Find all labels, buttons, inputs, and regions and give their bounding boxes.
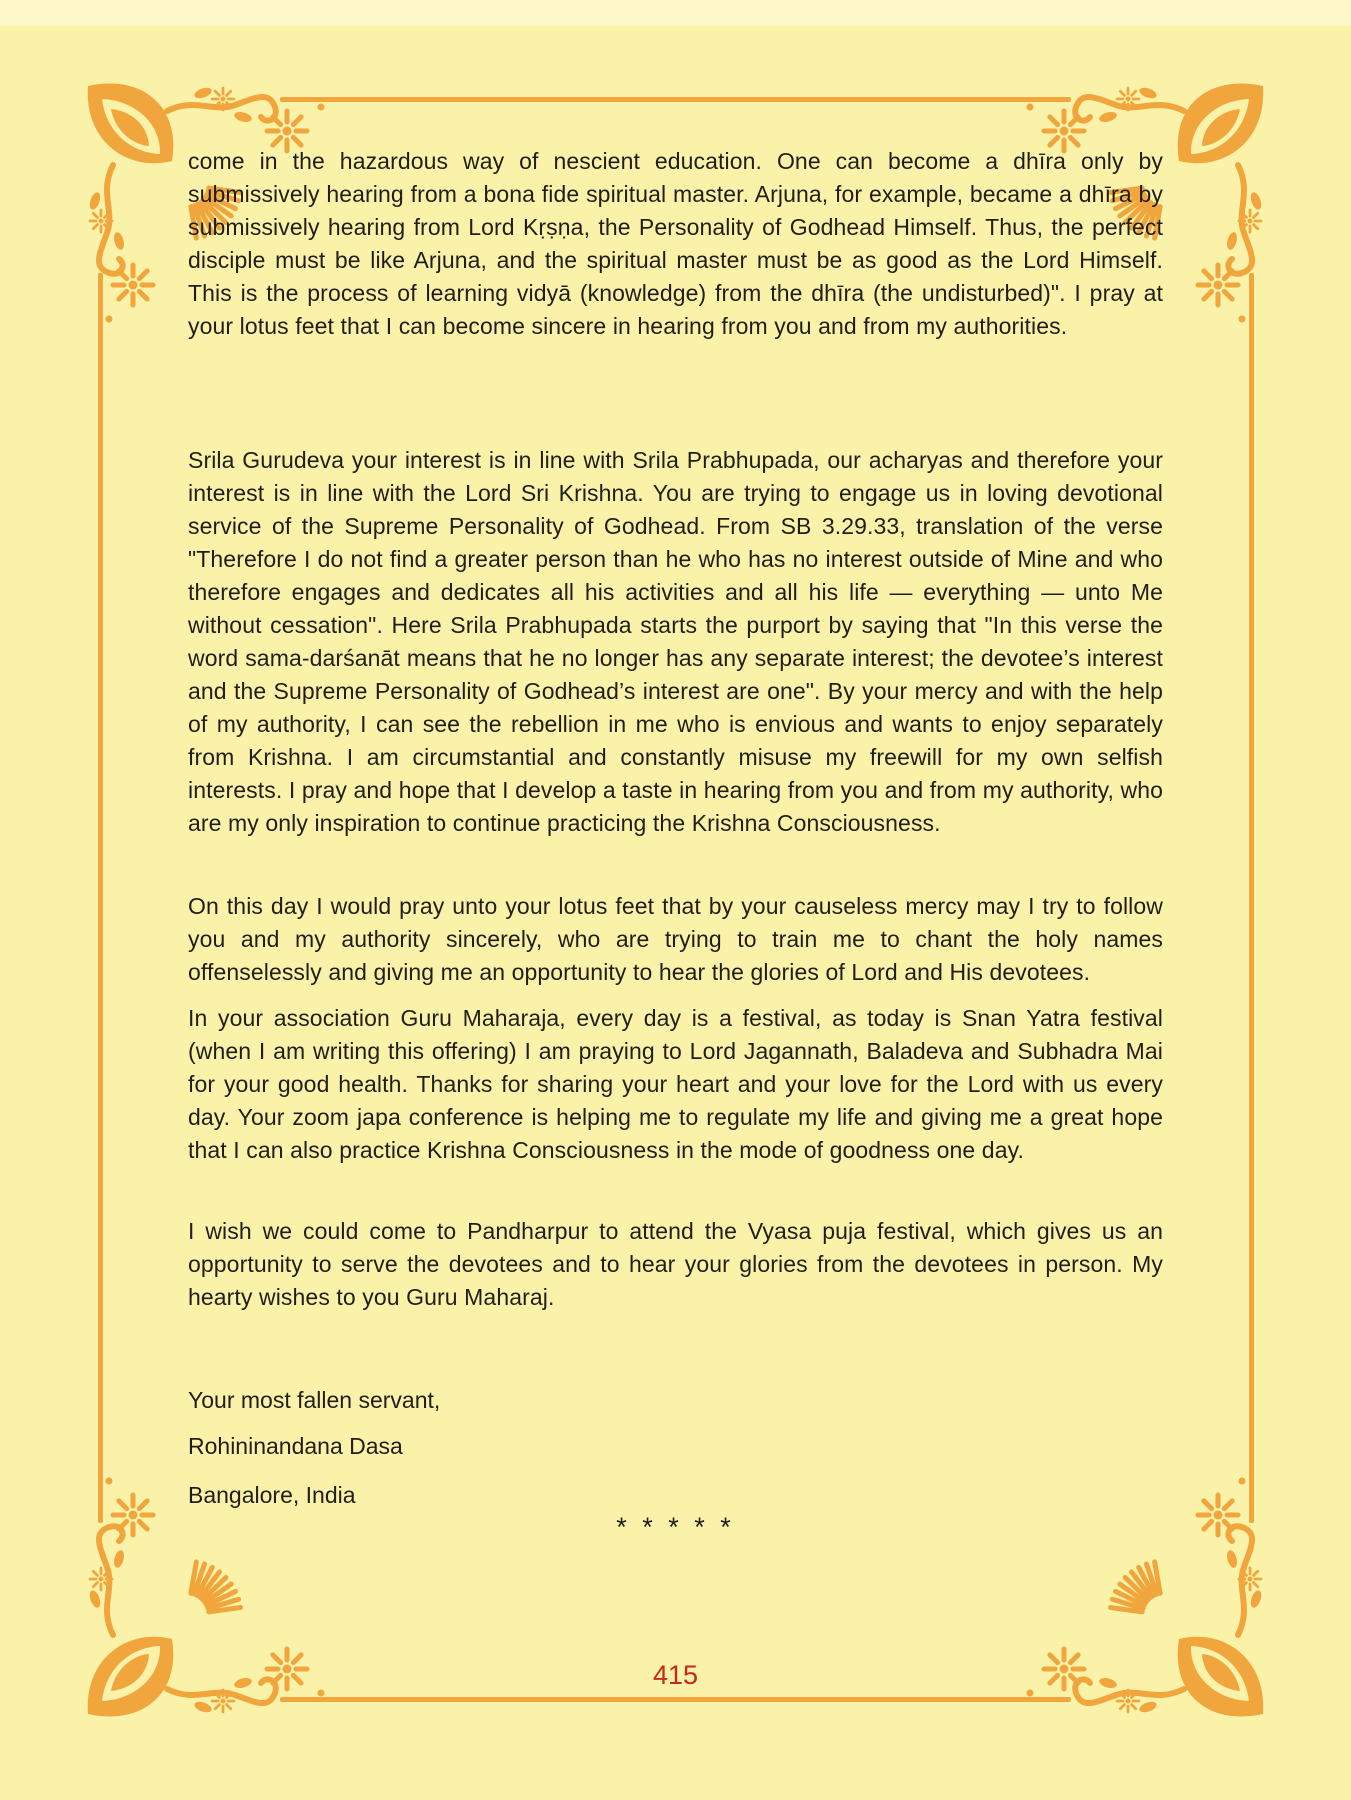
border-line-top [280,97,1071,102]
section-divider-stars: * * * * * [616,1512,735,1542]
page-number: 415 [652,1660,699,1690]
border-line-left [98,273,103,1523]
paragraph-gurudeva-interest: Srila Gurudeva your interest is in line with Srila Prabhupada, our acharyas and therefore your interest is in line with the Lord Sri Krishna. You are trying to engage us in loving devotional service of the Supreme Personality of Godhead. From SB 3.29.33, translation of the verse "Therefore I do not find a greater person than he who has no interest outside of Mine and who therefore engages and dedicates all his activities and all his life — everything — unto Me without cessation". Here Srila Prabhupada starts the purport by saying that "In this verse the word sama-darśanāt means that he no longer has any separate interest; the devotee’s interest and the Supreme Personality of Godhead’s interest are one". By your mercy and with the help of my authority, I can see the rebellion in me who is envious and wants to enjoy separately from Krishna. I am circumstantial and constantly misuse my freewill for my own selfish interests. I pray and hope that I develop a taste in hearing from you and from my authority, who are my only inspiration to continue practicing the Krishna Consciousness. [188,447,1163,836]
paragraph-festival: In your association Guru Maharaja, every day is a festival, as today is Snan Yatra festival (when I am writing this offering) I am praying to Lord Jagannath, Baladeva and Subhadra Mai for your good health. Thanks for sharing your heart and your love for the Lord with us every day. Your zoom japa conference is helping me to regulate my life and giving me a great hope that I can also practice Krishna Consciousness in the mode of goodness one day. [188,1005,1163,1163]
paragraph-prayer: On this day I would pray unto your lotus feet that by your causeless mercy may I try to follow you and my authority sincerely, who are trying to train me to chant the holy names offenselessly and giving me an opportunity to hear the glories of Lord and His devotees. [188,893,1163,985]
border-line-bottom [280,1697,1071,1702]
paragraph-continuation: come in the hazardous way of nescient education. One can become a dhīra only by submissively hearing from a bona fide spiritual master. Arjuna, for example, became a dhīra by submissively hearing from Lord Kṛṣṇa, the Personality of Godhead Himself. Thus, the perfect disciple must be like Arjuna, and the spiritual master must be as good as the Lord Himself. This is the process of learning vidyā (knowledge) from the dhīra (the undisturbed)". I pray at your lotus feet that I can become sincere in hearing from you and from my authorities. [188,148,1163,339]
paragraph-pandharpur-wish: I wish we could come to Pandharpur to attend the Vyasa puja festival, which gives us an opportunity to serve the devotees and to hear your glories from the devotees in person. My hearty wishes to you Guru Maharaj. [188,1218,1163,1310]
signature-name: Rohininandana Dasa [188,1433,403,1459]
signature-location: Bangalore, India [188,1482,356,1508]
border-line-right [1249,273,1254,1523]
signature-closing: Your most fallen servant, [188,1387,441,1413]
